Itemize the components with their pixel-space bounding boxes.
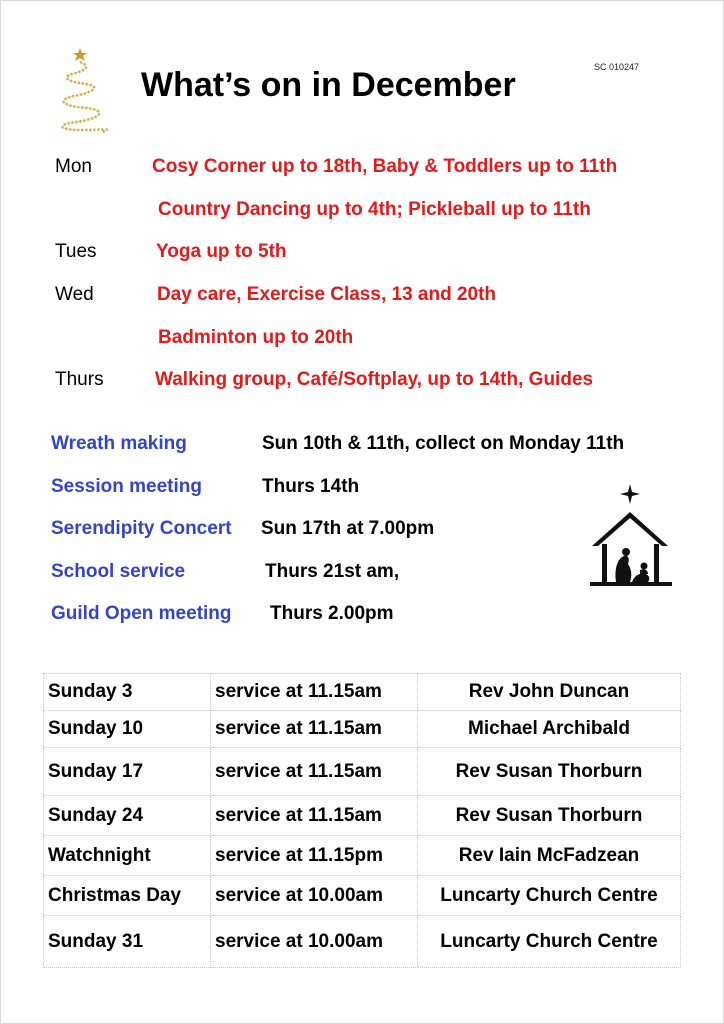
service-time: service at 10.00am bbox=[211, 876, 418, 916]
weekday-label: Wed bbox=[55, 284, 94, 305]
service-leader: Rev Iain McFadzean bbox=[418, 836, 681, 876]
event-name: Session meeting bbox=[51, 476, 202, 497]
christmas-tree-icon bbox=[42, 44, 116, 140]
table-row bbox=[44, 916, 681, 968]
reference-code: SC 010247 bbox=[594, 62, 640, 72]
weekly-activity: Cosy Corner up to 18th, Baby & Toddlers up to 11th bbox=[152, 156, 618, 177]
service-leader: Rev John Duncan bbox=[418, 674, 681, 711]
weekly-activity: Walking group, Café/Softplay, up to 14th, Guides bbox=[155, 369, 594, 390]
service-leader: Luncarty Church Centre bbox=[418, 916, 681, 968]
weekly-activity: Yoga up to 5th bbox=[156, 241, 287, 262]
event-when: Sun 17th at 7.00pm bbox=[261, 518, 435, 539]
service-day: Watchnight bbox=[44, 836, 211, 876]
table-row bbox=[44, 711, 681, 748]
service-leader: Rev Susan Thorburn bbox=[418, 748, 681, 796]
event-name: Guild Open meeting bbox=[51, 603, 232, 624]
table-row bbox=[44, 876, 681, 916]
service-day: Sunday 17 bbox=[44, 748, 211, 796]
page-title: What’s on in December bbox=[141, 66, 516, 104]
service-time: service at 10.00am bbox=[211, 916, 418, 968]
service-leader: Luncarty Church Centre bbox=[418, 876, 681, 916]
event-when: Thurs 2.00pm bbox=[270, 603, 394, 624]
weekly-activity: Badminton up to 20th bbox=[158, 327, 354, 348]
service-time: service at 11.15am bbox=[211, 711, 418, 748]
service-time: service at 11.15am bbox=[211, 796, 418, 836]
service-day: Sunday 24 bbox=[44, 796, 211, 836]
event-when: Thurs 14th bbox=[262, 476, 360, 497]
event-name: School service bbox=[51, 561, 186, 582]
service-time: service at 11.15am bbox=[211, 748, 418, 796]
table-row bbox=[44, 748, 681, 796]
event-when: Thurs 21st am, bbox=[265, 561, 400, 582]
event-name: Serendipity Concert bbox=[51, 518, 232, 539]
service-time: service at 11.15am bbox=[211, 674, 418, 711]
weekly-activity: Day care, Exercise Class, 13 and 20th bbox=[157, 284, 497, 305]
weekday-label: Mon bbox=[55, 156, 92, 177]
event-name: Wreath making bbox=[51, 433, 187, 454]
service-day: Sunday 3 bbox=[44, 674, 211, 711]
weekly-activity: Country Dancing up to 4th; Pickleball up to 11th bbox=[158, 199, 591, 220]
service-leader: Michael Archibald bbox=[418, 711, 681, 748]
table-row bbox=[44, 674, 681, 711]
table-row bbox=[44, 796, 681, 836]
table-row bbox=[44, 836, 681, 876]
service-leader: Rev Susan Thorburn bbox=[418, 796, 681, 836]
service-day: Sunday 31 bbox=[44, 916, 211, 968]
event-when: Sun 10th & 11th, collect on Monday 11th bbox=[262, 433, 625, 454]
weekday-label: Thurs bbox=[55, 369, 104, 390]
service-day: Sunday 10 bbox=[44, 711, 211, 748]
nativity-icon bbox=[588, 484, 680, 590]
services-table bbox=[43, 673, 681, 968]
weekday-label: Tues bbox=[55, 241, 97, 262]
service-time: service at 11.15pm bbox=[211, 836, 418, 876]
service-day: Christmas Day bbox=[44, 876, 211, 916]
